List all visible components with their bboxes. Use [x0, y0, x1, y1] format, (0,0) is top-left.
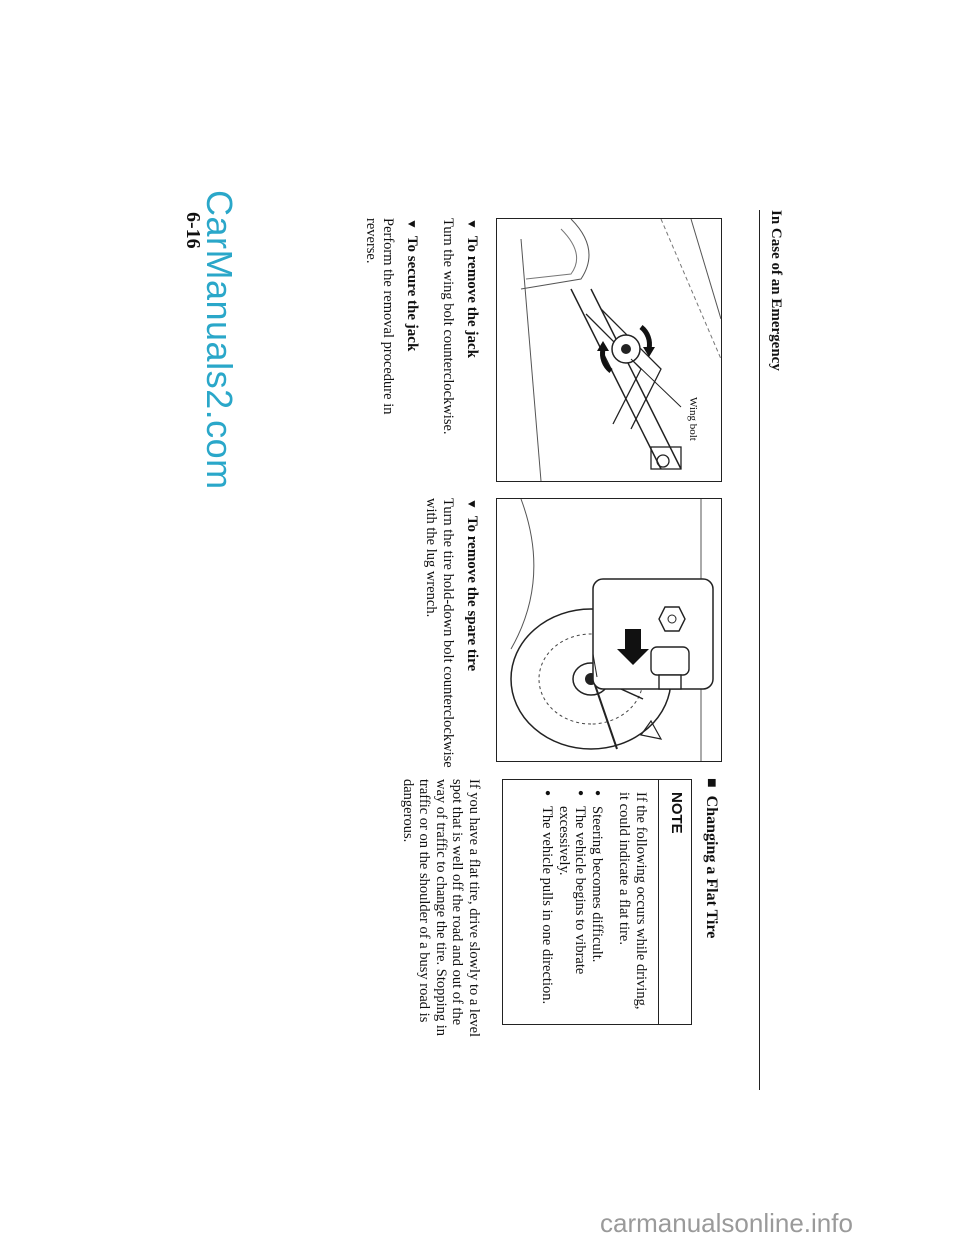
spare-tire-drawing: [497, 499, 721, 761]
note-list: [539, 790, 605, 1018]
triangle-bullet-icon: ▼: [465, 218, 479, 230]
note-list-item: ● The vehicle pulls in one direction.: [539, 790, 556, 1018]
square-bullet-icon: ■: [703, 778, 720, 788]
triangle-bullet-icon: ▼: [405, 218, 419, 230]
secure-jack-heading-text: To secure the jack: [404, 235, 420, 352]
secure-jack-heading: [403, 218, 420, 351]
triangle-bullet-icon: ▼: [465, 498, 479, 510]
remove-spare-text: Turn the tire hold-down bolt counterclockwise with the lug wrench.: [423, 498, 456, 768]
jack-drawing: [497, 219, 721, 481]
note-intro: If the following occurs while driving, it could indicate a flat tire.: [616, 792, 649, 1010]
section-title: In Case of an Emergency: [768, 210, 784, 371]
secure-jack-text: Perform the removal procedure in reverse.: [363, 218, 396, 415]
flat-tire-paragraph: If you have a flat tire, drive slowly to a level spot that is well off the road and out of the way of traffic to change the tire. Stopping in traffic or on the shoulder of a busy road is dangerous.: [400, 779, 482, 1038]
note-list-item: ● The vehicle begins to vibrate excessively.: [556, 790, 589, 1018]
spare-tire-illustration: [496, 498, 722, 762]
note-box: [502, 779, 692, 1025]
watermark-carmanualsonline: carmanualsonline.info: [600, 1208, 853, 1238]
remove-jack-heading: [463, 218, 480, 358]
remove-jack-text: Turn the wing bolt counterclockwise.: [440, 218, 456, 435]
note-title: NOTE: [668, 792, 685, 834]
note-divider: [658, 780, 659, 1024]
header-rule: [759, 210, 760, 1090]
jack-illustration: [496, 218, 722, 482]
remove-spare-heading-text: To remove the spare tire: [464, 515, 480, 672]
note-list-item: ● Steering becomes difficult.: [589, 790, 606, 1018]
flat-tire-heading-text: Changing a Flat Tire: [703, 795, 720, 939]
remove-jack-heading-text: To remove the jack: [464, 235, 480, 358]
flat-tire-heading: [702, 778, 720, 938]
page-number: 6-16: [182, 212, 204, 249]
remove-spare-heading: [463, 498, 480, 671]
wing-bolt-label: Wing bolt: [687, 397, 699, 441]
watermark-carmanuals2: CarManuals2.com: [199, 190, 240, 490]
